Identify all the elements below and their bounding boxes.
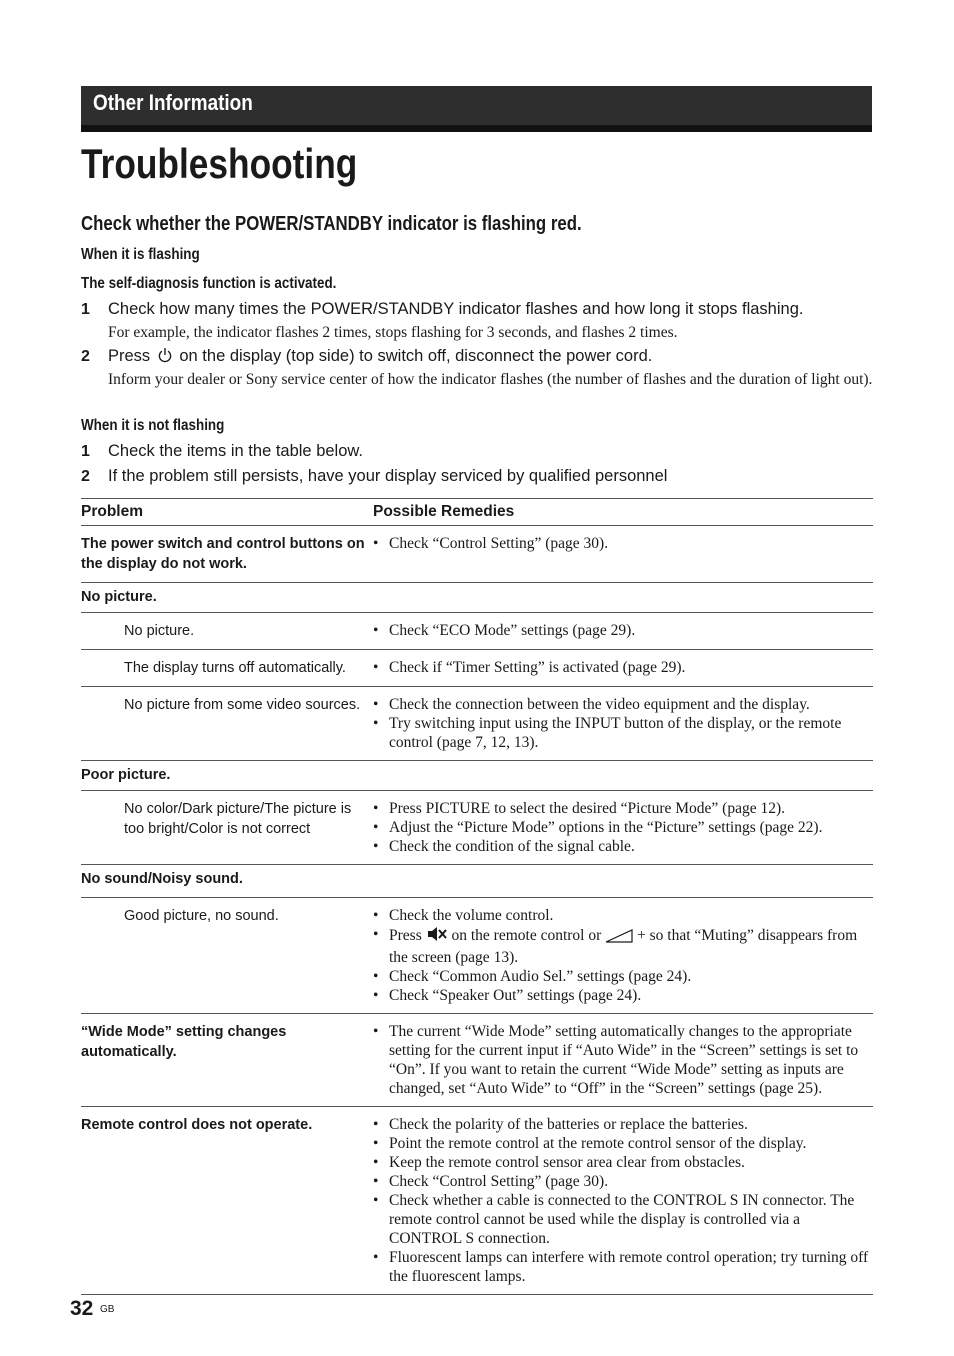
check-heading: Check whether the POWER/STANDBY indicator is flashing red.	[81, 213, 582, 235]
group-row	[81, 583, 873, 613]
problem-cell: “Wide Mode” setting changes automatically.	[81, 1014, 373, 1107]
section-header	[81, 86, 872, 132]
group-row	[81, 761, 873, 791]
remedy-item: • Try switching input using the INPUT button of the display, or the remote control (page 7, 12, 13).	[373, 714, 873, 752]
remedy-cell	[373, 1014, 873, 1107]
table-row	[81, 1014, 873, 1107]
step-number: 1	[81, 443, 90, 460]
muting-text-middle: on the remote control or	[451, 927, 602, 944]
step-text: Check how many times the POWER/STANDBY indicator flashes and how long it stops flashing.	[108, 300, 804, 318]
remedy-item: • Fluorescent lamps can interfere with remote control operation; try turning off the fluorescent lamps.	[373, 1248, 873, 1286]
table-row	[81, 526, 873, 583]
volume-icon	[605, 929, 633, 948]
table-row	[81, 613, 873, 650]
problem-cell: The display turns off automatically.	[81, 650, 373, 687]
table-row	[81, 1107, 873, 1295]
remedy-item: • Check the connection between the video equipment and the display.	[373, 695, 873, 714]
remedy-cell	[373, 898, 873, 1014]
remedy-item: • Check “Common Audio Sel.” settings (page 24).	[373, 967, 873, 986]
remedy-item: • Check if “Timer Setting” is activated (page 29).	[373, 658, 873, 677]
problem-cell: Good picture, no sound.	[81, 898, 373, 1014]
step-text: If the problem still persists, have your display serviced by qualified personnel	[108, 467, 668, 485]
remedy-item: • Check whether a cable is connected to the CONTROL S IN connector. The remote control cannot be used while the display is controlled via a CONTROL S connection.	[373, 1191, 873, 1248]
problem-cell: The power switch and control buttons on the display do not work.	[81, 526, 373, 583]
table-row	[81, 898, 873, 1014]
remedy-cell	[373, 791, 873, 865]
problem-cell: No color/Dark picture/The picture is too bright/Color is not correct	[81, 791, 373, 865]
table-row	[81, 687, 873, 761]
remedy-item: • Keep the remote control sensor area clear from obstacles.	[373, 1153, 873, 1172]
mute-icon	[426, 925, 448, 948]
self-diagnosis-heading: The self-diagnosis function is activated.	[81, 275, 337, 292]
step-note: For example, the indicator flashes 2 times, stops flashing for 3 seconds, and flashes 2 times.	[108, 324, 678, 341]
step-text: Check the items in the table below.	[108, 442, 363, 460]
step-text-before: Press	[108, 347, 151, 365]
group-label: Poor picture.	[81, 761, 873, 791]
remedy-item-muting	[373, 925, 873, 967]
problem-cell: No picture from some video sources.	[81, 687, 373, 761]
page-title: Troubleshooting	[81, 140, 358, 187]
remedy-item: • Press PICTURE to select the desired “Picture Mode” (page 12).	[373, 799, 873, 818]
table-row	[81, 791, 873, 865]
troubleshooting-table	[81, 498, 873, 1295]
not-flashing-heading: When it is not flashing	[81, 417, 225, 434]
remedy-item: • Check “ECO Mode” settings (page 29).	[373, 621, 873, 640]
remedy-cell	[373, 526, 873, 583]
step-number: 1	[81, 301, 90, 318]
step-text	[108, 347, 652, 366]
group-label: No sound/Noisy sound.	[81, 865, 873, 898]
step-text-after: on the display (top side) to switch off, disconnect the power cord.	[179, 347, 653, 365]
remedy-item: • The current “Wide Mode” setting automatically changes to the appropriate setting for the current input if “Auto Wide” in the “Screen” settings is set to “On”. If you want to retain the current “Wide Mode” setting as inputs are changed, set “Auto Wide” to “Off” in the “Screen” settings (page 25).	[373, 1022, 873, 1098]
page-suffix: GB	[100, 1304, 115, 1315]
step-number: 2	[81, 348, 90, 365]
remedy-item: • Check the volume control.	[373, 906, 873, 925]
remedy-cell	[373, 613, 873, 650]
remedy-item: • Check the polarity of the batteries or replace the batteries.	[373, 1115, 873, 1134]
remedy-cell	[373, 1107, 873, 1295]
step-number: 2	[81, 468, 90, 485]
group-label: No picture.	[81, 583, 873, 613]
flashing-heading: When it is flashing	[81, 246, 200, 263]
muting-text-after: + so that “Muting” disappears from the screen (page 13).	[389, 927, 858, 966]
remedy-item: • Adjust the “Picture Mode” options in the “Picture” settings (page 22).	[373, 818, 873, 837]
header-problem: Problem	[81, 499, 373, 526]
remedy-cell	[373, 687, 873, 761]
remedy-item: • Check “Control Setting” (page 30).	[373, 534, 873, 553]
remedy-item: • Check “Speaker Out” settings (page 24).	[373, 986, 873, 1005]
remedy-item: • Check “Control Setting” (page 30).	[373, 1172, 873, 1191]
page-number: 32	[70, 1297, 94, 1320]
header-remedies: Possible Remedies	[373, 499, 873, 526]
section-title: Other Information	[93, 90, 253, 115]
table-header-row	[81, 499, 873, 526]
power-icon	[157, 347, 173, 363]
remedy-cell	[373, 650, 873, 687]
muting-text-before: Press	[389, 927, 422, 944]
table-row	[81, 650, 873, 687]
group-row	[81, 865, 873, 898]
problem-cell: No picture.	[81, 613, 373, 650]
remedy-item: • Check the condition of the signal cable.	[373, 837, 873, 856]
remedy-item: • Point the remote control at the remote control sensor of the display.	[373, 1134, 873, 1153]
problem-cell: Remote control does not operate.	[81, 1107, 373, 1295]
step-note: Inform your dealer or Sony service center of how the indicator flashes (the number of flashes and the duration of light out).	[108, 371, 873, 388]
